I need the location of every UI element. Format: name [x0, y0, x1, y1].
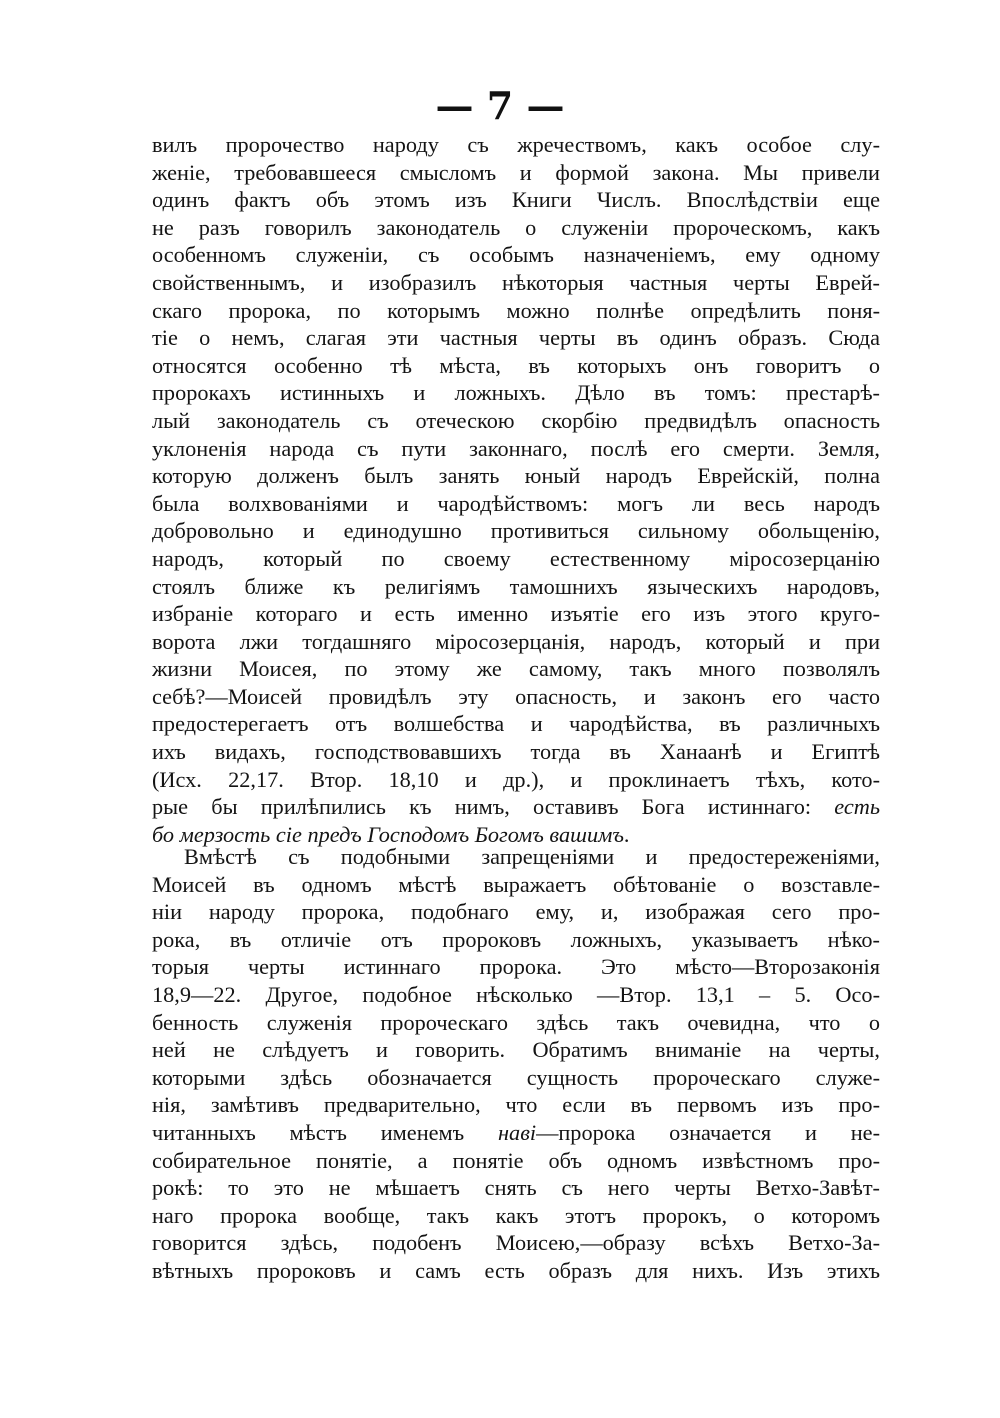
text-line: пророкахъ истинныхъ и ложныхъ. Дѣло въ томъ: престарѣ- [152, 380, 880, 406]
text-line: скаго пророка, по которымъ можно полнѣе опредѣлить поня- [152, 297, 880, 323]
text-line: ихъ видахъ, господствовавшихъ тогда въ Ханаанѣ и Египтѣ [152, 739, 880, 765]
text-line: уклоненія народа съ пути законнаго, послѣ его смерти. Земля, [152, 435, 880, 461]
text-line: наго пророка вообще, такъ какъ этотъ пророкъ, о которомъ [152, 1202, 880, 1228]
text-line: рокѣ: то это не мѣшаетъ снять съ него черты Ветхо-Завѣт- [152, 1175, 880, 1201]
text-run: рые бы прилѣпились къ нимъ, оставивъ Бога истиннаго: [152, 794, 835, 820]
text-line: 18,9—22. Другое, подобное нѣсколько —Втор. 13,1 – 5. Осо- [152, 981, 880, 1007]
text-line: собирательное понятіе, а понятіе объ одномъ извѣстномъ про- [152, 1147, 880, 1173]
text-line: ворота лжи тогдашняго міросозерцанія, народъ, который и при [152, 628, 880, 654]
text-line: ніи народу пророка, подобнаго ему, и, изображая сего про- [152, 899, 880, 925]
text-line: рока, въ отличіе отъ пророковъ ложныхъ, указываетъ нѣко- [152, 926, 880, 952]
text-line: нія, замѣтивъ предварительно, что если въ первомъ изъ про- [152, 1092, 880, 1118]
page-number: — 7 — [435, 83, 565, 128]
text-line: ней не слѣдуетъ и говорить. Обратимъ вниманіе на черты, [152, 1037, 880, 1063]
text-line: говорится здѣсь, подобенъ Моисею,—образу всѣхъ Ветхо-За- [152, 1230, 880, 1256]
text-line: вѣтныхъ пророковъ и самъ есть образъ для нихъ. Изъ этихъ [152, 1257, 880, 1283]
text-line: тіе о немъ, слагая эти частныя черты въ одинъ образъ. Сюда [152, 325, 880, 351]
text-line: стоялъ ближе къ религіямъ тамошнихъ языческихъ народовъ, [152, 573, 880, 599]
text-line: особенномъ служеніи, съ особымъ назначеніемъ, ему одному [152, 242, 880, 268]
text-line [152, 793, 880, 821]
text-line [152, 1119, 880, 1147]
text-run: —пророка означается и не- [536, 1119, 880, 1145]
text-line: вилъ пророчество народу съ жречествомъ, какъ особое слу- [152, 132, 880, 157]
text-line: себѣ?—Моисей провидѣлъ эту опасность, и законъ его часто [152, 683, 880, 709]
text-line: избраніе котораго и есть именно изъятіе его изъ этого круго- [152, 601, 880, 627]
text-line: относятся особенно тѣ мѣста, въ которыхъ онъ говоритъ о [152, 352, 880, 378]
text-line: одинъ фактъ объ этомъ изъ Книги Числъ. Впослѣдствіи еще [152, 187, 880, 213]
text-line: женіе, требовавшееся смысломъ и формой закона. Мы привели [152, 159, 880, 185]
text-line: добровольно и единодушно противиться сильному обольщенію, [152, 518, 880, 544]
text-line: предостерегаетъ отъ волшебства и чародѣйства, въ различныхъ [152, 711, 880, 737]
italic-text: наві [497, 1119, 537, 1145]
text-line: лый законодатель съ отеческою скорбію предвидѣлъ опасность [152, 407, 880, 433]
text-line: жизни Моисея, по этому же самому, такъ много позволялъ [152, 656, 880, 682]
text-run: читанныхъ мѣстъ именемъ [152, 1119, 498, 1145]
italic-text: есть [834, 794, 880, 820]
paragraph-new [152, 843, 880, 1285]
text-line: (Исх. 22,17. Втор. 18,10 и др.), и проклинаетъ тѣхъ, кото- [152, 766, 880, 792]
text-line: Вмѣстѣ съ подобными запрещеніями и предостереженіями, [184, 844, 880, 869]
text-line: бенность служенія пророческаго здѣсь такъ очевидна, что о [152, 1009, 880, 1035]
paragraph-continued [152, 131, 880, 848]
text-line: народъ, который по своему естественному міросозерцанію [152, 545, 880, 571]
italic-text: бо мерзость сіе предъ Господомъ Богомъ вашимъ [152, 821, 624, 847]
text-line: не разъ говорилъ законодатель о служеніи пророческомъ, какъ [152, 214, 880, 240]
text-run: . [623, 821, 630, 847]
text-line: была волхвованіями и чародѣйствомъ: могъ ли весь народъ [152, 490, 880, 516]
text-line: которую долженъ былъ занять юный народъ Еврейскій, полна [152, 463, 880, 489]
text-line: Моисей въ одномъ мѣстѣ выражаетъ обѣтованіе о возставле- [152, 871, 880, 897]
text-line: свойственнымъ, и изобразилъ нѣкоторыя частныя черты Еврей- [152, 269, 880, 295]
text-line: торыя черты истиннаго пророка. Это мѣсто—Второзаконія [152, 954, 880, 980]
text-line: которыми здѣсь обозначается сущность пророческаго служе- [152, 1064, 880, 1090]
